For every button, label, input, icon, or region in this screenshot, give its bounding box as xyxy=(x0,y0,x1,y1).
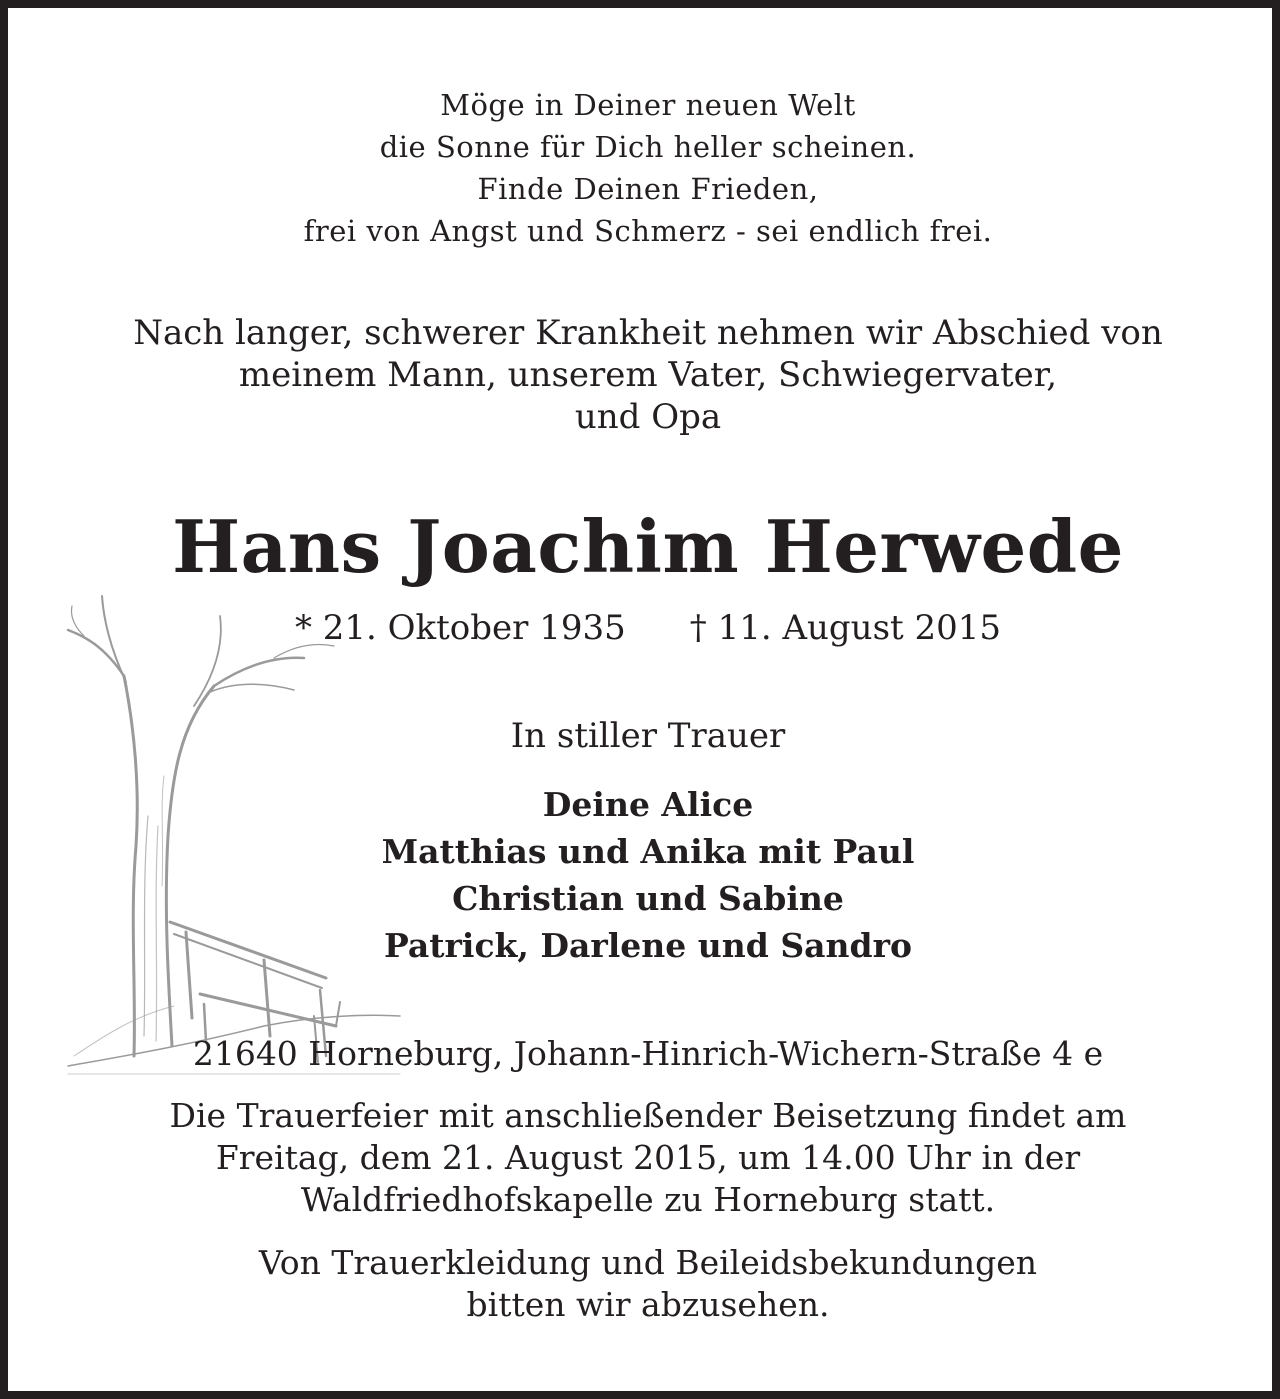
family-member: Patrick, Darlene und Sandro xyxy=(383,926,913,965)
family-list xyxy=(8,781,1280,969)
family-member: Deine Alice xyxy=(542,785,754,824)
death-date: † 11. August 2015 xyxy=(689,608,1002,648)
intro-line: und Opa xyxy=(574,397,722,437)
deceased-name: Hans Joachim Herwede xyxy=(172,504,1124,589)
address: 21640 Horneburg, Johann-Hinrich-Wichern-Straße 4 e xyxy=(192,1034,1104,1073)
service-line: Freitag, dem 21. August 2015, um 14.00 Uhr in der xyxy=(215,1138,1081,1177)
announcement-intro xyxy=(8,312,1280,438)
family-member: Christian und Sabine xyxy=(452,879,844,918)
request-line: bitten wir abzusehen. xyxy=(466,1285,830,1324)
service-line: Die Trauerfeier mit anschließender Beisetzung findet am xyxy=(169,1096,1127,1135)
life-dates xyxy=(8,606,1280,650)
poem-line: Möge in Deiner neuen Welt xyxy=(440,88,856,122)
poem-line: Finde Deinen Frieden, xyxy=(477,172,819,206)
service-line: Waldfriedhofskapelle zu Horneburg statt. xyxy=(300,1180,996,1219)
intro-line: Nach langer, schwerer Krankheit nehmen wir Abschied von xyxy=(133,313,1163,353)
poem-line: die Sonne für Dich heller scheinen. xyxy=(379,130,917,164)
request-line: Von Trauerkleidung und Beileidsbekundungen xyxy=(258,1243,1038,1282)
condolence-request xyxy=(8,1242,1280,1326)
funeral-service-info xyxy=(8,1095,1280,1221)
poem-line: frei von Angst und Schmerz - sei endlich frei. xyxy=(303,214,993,248)
poem xyxy=(8,84,1280,252)
mourning-phrase: In stiller Trauer xyxy=(510,716,786,756)
birth-date: * 21. Oktober 1935 xyxy=(294,608,626,648)
intro-line: meinem Mann, unserem Vater, Schwiegervater, xyxy=(238,355,1058,395)
family-member: Matthias und Anika mit Paul xyxy=(381,832,915,871)
